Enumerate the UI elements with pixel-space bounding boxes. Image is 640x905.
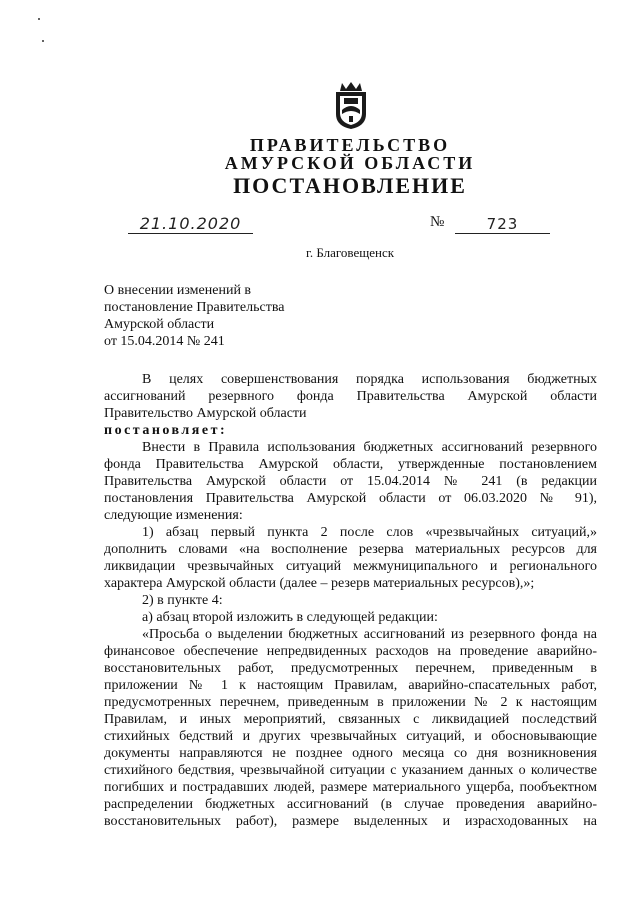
- body-line: фонда Правительства Амурской области, утвержденные постановлением: [104, 457, 597, 472]
- document-body: [104, 371, 597, 830]
- scan-speck: [42, 40, 44, 42]
- subject-line: О внесении изменений в: [104, 283, 252, 298]
- scan-speck: [38, 18, 40, 20]
- body-line: предусмотренных перечнем, приведенным в приложении № 2 к настоящим: [104, 695, 597, 710]
- body-line: характера Амурской области (далее – резерв материальных ресурсов),»;: [104, 576, 535, 591]
- body-line: стихийных бедствий и других чрезвычайных ситуаций, и обосновывающие: [104, 729, 597, 744]
- body-line: документы направляются не позднее одного месяца со дня возникновения: [104, 746, 597, 761]
- body-line: 1) абзац первый пункта 2 после слов «чрезвычайных ситуаций,»: [142, 525, 597, 540]
- body-line: восстановительных работ), размере выделенных и израсходованных на: [104, 814, 597, 829]
- body-line: а) абзац второй изложить в следующей редакции:: [142, 610, 438, 625]
- document-subject: [104, 282, 284, 350]
- city-name: г. Благовещенск: [305, 245, 395, 260]
- body-line: восстановительных работ, предусмотренных перечнем, приведенным в: [104, 661, 597, 676]
- body-line: стихийного бедствия, чрезвычайной ситуации с указанием данных о количестве: [104, 763, 597, 778]
- document-date: 21.10.2020: [128, 215, 253, 234]
- body-line: распределении бюджетных ассигнований (в случае проведения аварийно-: [104, 797, 597, 812]
- document-number: 723: [455, 215, 550, 234]
- body-line: приложении № 1 к настоящим Правилам, аварийно-спасательных работ,: [104, 678, 597, 693]
- body-line: погибших и пострадавших людей, размере материального ущерба, пообъектном: [104, 780, 597, 795]
- body-line: Правительство Амурской области: [104, 406, 307, 421]
- body-line: «Просьба о выделении бюджетных ассигнований из резервного фонда на: [142, 627, 597, 642]
- body-line: Правительства Амурской области от 15.04.2014 № 241 (в редакции: [104, 474, 597, 489]
- body-line: ликвидации чрезвычайных ситуаций межмуниципального и регионального: [104, 559, 597, 574]
- body-line: постановления Правительства Амурской области от 06.03.2020 № 91),: [104, 491, 597, 506]
- header-region: АМУРСКОЙ ОБЛАСТИ: [224, 153, 476, 173]
- body-line: финансовое обеспечение непредвиденных расходов на проведение аварийно-: [104, 644, 597, 659]
- body-line: ассигнований резервного фонда Правительства Амурской области: [104, 389, 597, 404]
- subject-line: от 15.04.2014 № 241: [104, 334, 225, 349]
- number-label: №: [430, 214, 445, 230]
- body-line: 2) в пункте 4:: [142, 593, 223, 608]
- subject-line: Амурской области: [104, 317, 215, 332]
- header-government: ПРАВИТЕЛЬСТВО: [249, 135, 451, 155]
- body-line: дополнить словами «на восполнение резерва материальных ресурсов для: [104, 542, 597, 557]
- body-line: следующие изменения:: [104, 508, 243, 523]
- subject-line: постановление Правительства: [104, 300, 285, 315]
- body-line: В целях совершенствования порядка использования бюджетных: [142, 372, 597, 387]
- body-line: Правилам, и иных мероприятий, связанных с ликвидацией последствий: [104, 712, 597, 727]
- resolution-keyword: постановляет:: [104, 423, 228, 438]
- body-line: Внести в Правила использования бюджетных ассигнований резервного: [142, 440, 597, 455]
- coat-of-arms-icon: [330, 80, 372, 130]
- header-document-type: ПОСТАНОВЛЕНИЕ: [233, 173, 467, 198]
